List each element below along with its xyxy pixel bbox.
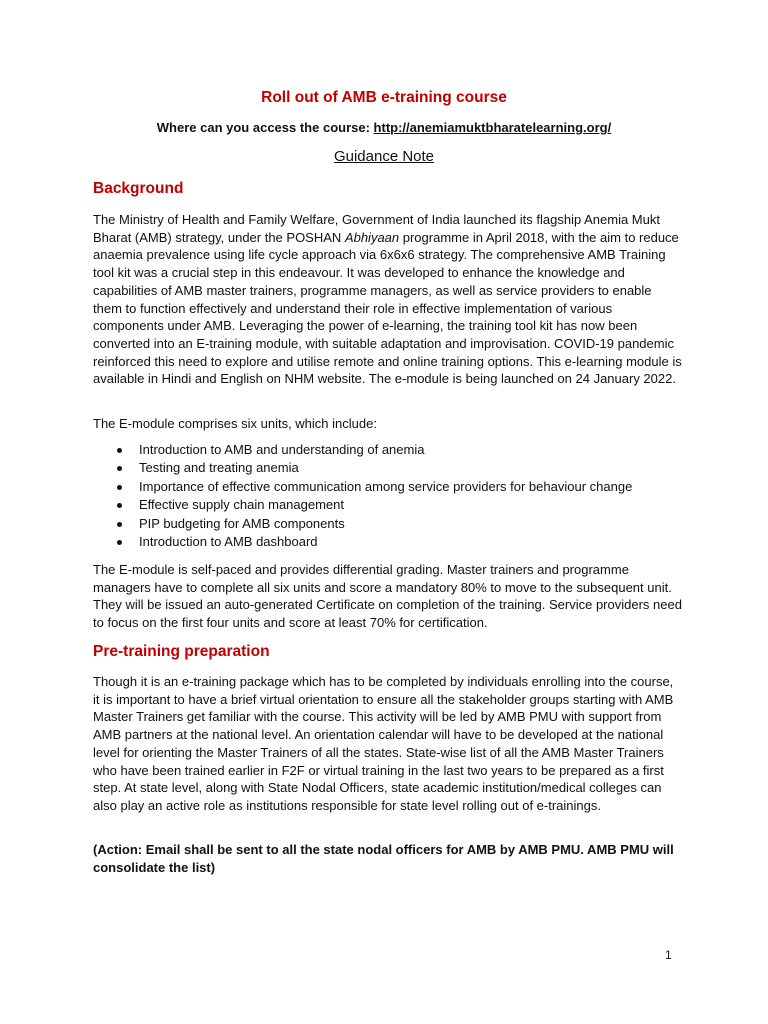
pretraining-heading: Pre-training preparation — [93, 643, 270, 660]
background-heading: Background — [93, 180, 184, 197]
list-item: Introduction to AMB dashboard — [93, 533, 683, 551]
list-item: PIP budgeting for AMB components — [93, 515, 683, 533]
list-item: Testing and treating anemia — [93, 459, 683, 477]
document-title: Roll out of AMB e-training course — [261, 89, 507, 106]
page-number: 1 — [665, 948, 672, 962]
course-access-line — [0, 120, 768, 135]
action-note: (Action: Email shall be sent to all the state nodal officers for AMB by AMB PMU. AMB PMU will consolidate the list) — [93, 842, 674, 875]
guidance-note-heading — [0, 148, 768, 165]
course-url-link[interactable]: http://anemiamuktbharatelearning.org/ — [373, 120, 612, 135]
pretraining-paragraph: Though it is an e-training package which has to be completed by individuals enrolling into the course, it is important to have a brief virtual orientation to ensure all the stakeholder groups starting with AMB Master Trainers get familiar with the course. This activity will be led by AMB PMU with support from AMB partners at the national level. An orientation calendar will have to be developed at the national level for orienting the Master Trainers of all the states. State-wise list of all the AMB Master Trainers who have been trained earlier in F2F or virtual training in the last two years to be prepared as a first step. At state level, along with State Nodal Officers, state academic institution/medical colleges can also play an active role as institutions responsible for state level rolling out of e-trainings. — [93, 674, 674, 813]
background-text-part1: The Ministry of Health and Family Welfare, Government of India launched its flagship Anemia Mukt Bharat (AMB) strategy, under the POSHAN — [93, 212, 660, 245]
list-item: Introduction to AMB and understanding of anemia — [93, 441, 683, 459]
grading-paragraph: The E-module is self-paced and provides differential grading. Master trainers and programme managers have to complete all six units and score a mandatory 80% to move to the subsequent unit. They will be issued an auto-generated Certificate on completion of the training. Service providers need to focus on the first four units and score at least 70% for certification. — [93, 562, 682, 631]
background-text-part2: programme in April 2018, with the aim to reduce anaemia prevalence using life cycle approach via 6x6x6 strategy. The comprehensive AMB Training tool kit was a crucial step in this endeavour. It was developed to enhance the knowledge and capabilities of AMB master trainers, programme managers, as well as service providers to enable them to function effectively and understand their role in effective implementation of various components under AMB. Leveraging the power of e-learning, the training tool kit has now been converted into an E-training module, with suitable adaptation and improvisation. COVID-19 pandemic reinforced this need to explore and utilise remote and online training options. This e-learning module is available in Hindi and English on NHM website. The e-module is being launched on 24 January 2022. — [93, 229, 682, 387]
list-item: Effective supply chain management — [93, 496, 683, 514]
list-item: Importance of effective communication among service providers for behaviour change — [93, 478, 683, 496]
background-paragraph — [93, 211, 683, 388]
units-intro: The E-module comprises six units, which include: — [93, 416, 377, 431]
units-list — [93, 441, 683, 551]
course-access-label: Where can you access the course: — [156, 120, 374, 135]
abhiyaan-italic: Abhiyaan — [344, 229, 400, 245]
guidance-note-text: Guidance Note — [333, 148, 435, 165]
